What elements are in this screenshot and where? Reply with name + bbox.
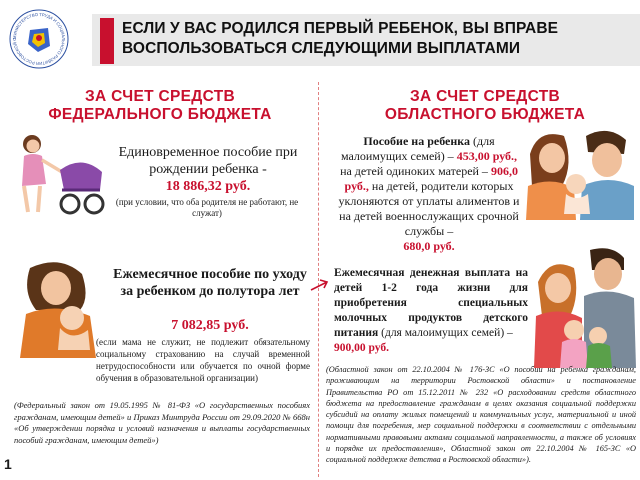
childcare-benefit-title: Ежемесячное пособие по уходу за ребенком до полутора лет bbox=[113, 267, 307, 299]
page-title-line1: ЕСЛИ У ВАС РОДИЛСЯ ПЕРВЫЙ РЕБЕНОК, ВЫ ВПРАВЕ bbox=[122, 20, 559, 37]
milk-payment-lead: Ежемесячная денежная выплата на детей 1-2 года жизни для приобретения специальных молочных продуктов детского питания bbox=[334, 267, 528, 339]
lump-sum-benefit-note: (при условии, что оба родителя не работают, не служат) bbox=[115, 197, 299, 218]
childcare-benefit-note: (если мама не служит, не подлежит обязательному социальному страхованию на случай временной нетрудоспособности или обучается по очной форме обучения в образовательной организации) bbox=[96, 337, 310, 383]
milk-payment-condition: (для малоимущих семей) – bbox=[378, 327, 513, 339]
federal-budget-title bbox=[40, 88, 280, 124]
regional-budget-title bbox=[360, 88, 610, 124]
arrow-mark-icon bbox=[308, 276, 330, 298]
milk-payment-amount: 900,00 руб. bbox=[334, 342, 389, 354]
mother-holding-baby-icon bbox=[10, 258, 104, 358]
lump-sum-benefit-amount: 18 886,32 руб. bbox=[165, 179, 251, 194]
federal-law-reference: (Федеральный закон от 19.05.1995 № 81-ФЗ «О государственных пособиях гражданам, имеющим детей» и Приказ Минтруда России от 29.09.2020 № 668н «Об утверждении порядка и условий назначения и выплаты государственных пособий гражданам, имеющим детей») bbox=[14, 400, 310, 445]
child-benefit-amount3: 680,0 руб. bbox=[403, 239, 455, 253]
mother-with-stroller-icon bbox=[10, 128, 106, 220]
lump-sum-benefit-title: Единовременное пособие при рождении ребенка - bbox=[118, 145, 298, 177]
child-benefit-amount2: 906,0 руб., bbox=[344, 164, 518, 193]
child-benefit-amount1: 453,00 руб., bbox=[456, 149, 518, 163]
childcare-benefit-amount: 7 082,85 руб. bbox=[171, 318, 249, 333]
child-benefit-text2: на детей одиноких матерей – bbox=[340, 164, 491, 178]
logo-arc-text: МИНИСТЕРСТВО ТРУДА И СОЦИАЛЬНОГО РАЗВИТИЯ РОСТОВСКОЙ О bbox=[11, 11, 67, 67]
federal-title-line2: ФЕДЕРАЛЬНОГО БЮДЖЕТА bbox=[48, 106, 272, 123]
child-benefit-lead: Пособие на ребенка bbox=[363, 134, 471, 148]
regional-title-line1: ЗА СЧЕТ СРЕДСТВ bbox=[410, 88, 560, 105]
header-accent-bar bbox=[100, 18, 114, 64]
child-benefit-text1: (для малоимущих семей) – bbox=[340, 134, 495, 163]
family-with-children-icon bbox=[534, 246, 638, 368]
child-benefit-text bbox=[334, 134, 524, 254]
regional-law-reference: (Областной закон от 22.10.2004 № 176-ЗС «О пособии на ребенка гражданам, проживающим на территории Ростовской области» и постановление Правительства РО от 15.12.2011 № 232 «О расходовании средств областного бюджета на предоставление гражданам в целях оказания социальной поддержки субсидий на оплату жилых помещений и коммунальных услуг, материальной и иной помощи для погребения, мер социальной поддержки в соответствии с отдельными нормативными правовыми актами социальной направленности, а также об условиях и порядке их предоставления», Областной закон от 22.10.2004 № 165-ЗС «О социальной поддержке детства в Ростовской области»). bbox=[326, 365, 636, 465]
page-title-line2: ВОСПОЛЬЗОВАТЬСЯ СЛЕДУЮЩИМИ ВЫПЛАТАМИ bbox=[122, 40, 521, 57]
regional-title-line2: ОБЛАСТНОГО БЮДЖЕТА bbox=[384, 106, 586, 123]
federal-title-line1: ЗА СЧЕТ СРЕДСТВ bbox=[85, 88, 235, 105]
child-benefit-text3: на детей, родители которых уклоняются от уплаты алиментов и на детей военнослужащих срочной службы – bbox=[338, 179, 520, 238]
family-with-baby-icon bbox=[524, 124, 636, 220]
milk-payment-text bbox=[334, 266, 528, 356]
page-number: 1 bbox=[4, 456, 12, 472]
page-title bbox=[122, 19, 622, 59]
ministry-emblem-icon bbox=[8, 8, 70, 70]
